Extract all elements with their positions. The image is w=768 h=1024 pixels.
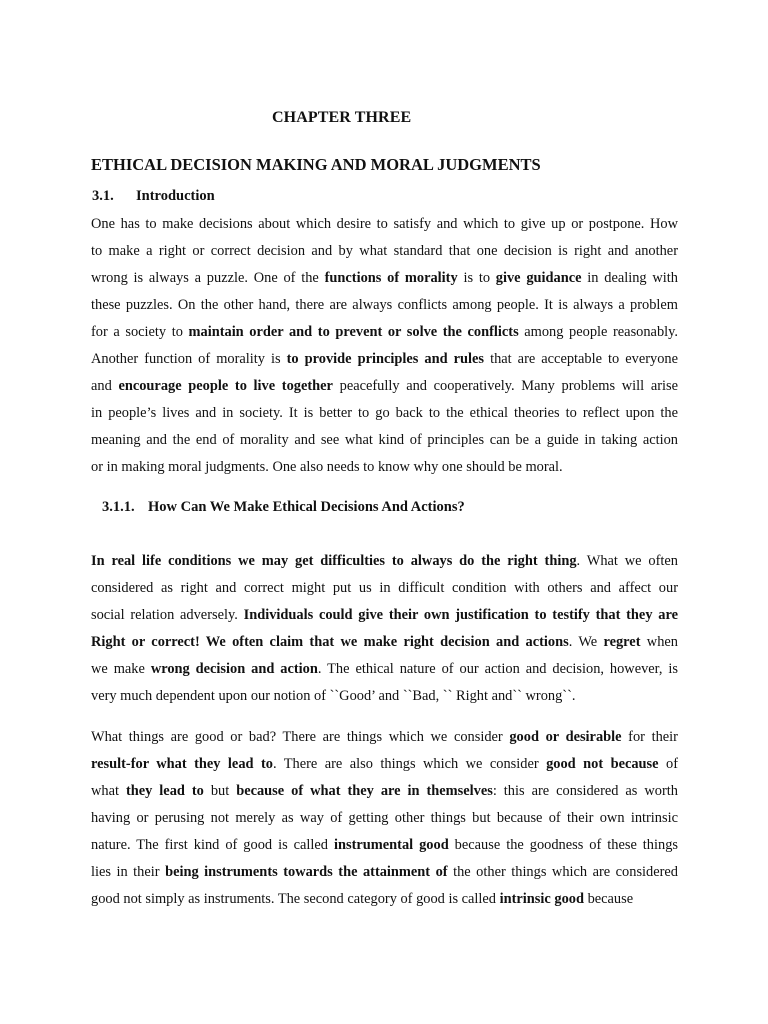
text-run: peacefully and cooperatively. Many problems will arise xyxy=(332,378,678,394)
text-run: because xyxy=(583,891,634,907)
text-run: because the goodness of these things xyxy=(448,837,678,853)
text-line xyxy=(91,683,678,710)
text-line xyxy=(91,548,678,575)
chapter-heading: CHAPTER THREE xyxy=(272,109,412,126)
bold-text: functions of morality xyxy=(324,270,458,286)
text-line xyxy=(91,656,678,683)
text-line xyxy=(91,778,678,805)
section-number: 3.1. xyxy=(92,188,114,204)
text-run: : this are considered as worth xyxy=(492,783,678,799)
text-run: these puzzles. On the other hand, there are always conflicts among people. It is always a problem xyxy=(91,297,678,313)
bold-text: good not because xyxy=(546,756,659,772)
text-line xyxy=(91,265,678,292)
text-line xyxy=(91,575,678,602)
text-run: when xyxy=(640,634,678,650)
text-run: among people reasonably. xyxy=(518,324,678,340)
text-line xyxy=(91,602,678,629)
section-heading-introduction xyxy=(92,188,215,205)
text-line xyxy=(91,211,678,238)
text-line xyxy=(91,319,678,346)
text-run: lies in their xyxy=(91,864,166,880)
text-line xyxy=(91,292,678,319)
bold-text: good or desirable xyxy=(509,729,622,745)
text-run: nature. The first kind of good is called xyxy=(91,837,334,853)
text-run: but xyxy=(203,783,237,799)
text-line xyxy=(91,886,678,913)
text-run: What things are good or bad? There are things which we consider xyxy=(91,729,510,745)
paragraph-real-life-conditions xyxy=(91,548,678,710)
text-run: having or perusing not merely as way of getting other things but because of their own intrinsic xyxy=(91,810,678,826)
bold-text: result-for what they lead to xyxy=(91,756,273,772)
text-run: is to xyxy=(457,270,496,286)
text-run: the other things which are considered xyxy=(447,864,678,880)
text-run: social relation adversely. xyxy=(91,607,244,623)
text-run: in people’s lives and in society. It is better to go back to the ethical theories to reflect upon the xyxy=(91,405,678,421)
bold-text: Individuals could give their own justification to testify that they are xyxy=(243,607,678,623)
text-run: for a society to xyxy=(91,324,189,340)
bold-text: intrinsic good xyxy=(499,891,584,907)
text-run: good not simply as instruments. The second category of good is called xyxy=(91,891,500,907)
text-line xyxy=(91,346,678,373)
text-line xyxy=(91,238,678,265)
bold-text: give guidance xyxy=(495,270,582,286)
section-title: How Can We Make Ethical Decisions And Actions? xyxy=(148,499,465,515)
text-line xyxy=(91,400,678,427)
bold-text: to provide principles and rules xyxy=(286,351,485,367)
section-title: Introduction xyxy=(136,188,215,204)
text-run: Another function of morality is xyxy=(91,351,287,367)
text-run: or in making moral judgments. One also needs to know why one should be moral. xyxy=(91,459,563,475)
bold-text: instrumental good xyxy=(333,837,449,853)
bold-text: maintain order and to prevent or solve the conflicts xyxy=(188,324,519,340)
bold-text: wrong decision and action xyxy=(150,661,318,677)
text-run: . We xyxy=(568,634,604,650)
text-line xyxy=(91,859,678,886)
bold-text: because of what they are in themselves xyxy=(236,783,493,799)
text-run: that are acceptable to everyone xyxy=(484,351,678,367)
bold-text: encourage people to live together xyxy=(118,378,333,394)
text-run: what xyxy=(91,783,126,799)
bold-text: regret xyxy=(603,634,641,650)
text-run: in dealing with xyxy=(581,270,678,286)
text-run: . There are also things which we consider xyxy=(272,756,547,772)
text-run: wrong is always a puzzle. One of the xyxy=(91,270,325,286)
text-run: . The ethical nature of our action and decision, however, is xyxy=(317,661,678,677)
text-run: to make a right or correct decision and by what standard that one decision is right and another xyxy=(91,243,678,259)
bold-text: Right or correct! We often claim that we make right decision and actions xyxy=(91,634,569,650)
text-run: we make xyxy=(91,661,151,677)
text-run: . What we often xyxy=(576,553,678,569)
text-line xyxy=(91,427,678,454)
text-run: and xyxy=(91,378,119,394)
text-line xyxy=(91,832,678,859)
text-line xyxy=(91,629,678,656)
section-number: 3.1.1. xyxy=(102,499,135,515)
bold-text: In real life conditions we may get difficulties to always do the right thing xyxy=(91,553,577,569)
paragraph-introduction xyxy=(91,211,678,481)
text-run: considered as right and correct might put us in difficult condition with others and affect our xyxy=(91,580,678,596)
text-run: One has to make decisions about which desire to satisfy and which to give up or postpone. How xyxy=(91,216,678,232)
text-run: of xyxy=(658,756,678,772)
text-line xyxy=(91,454,678,481)
section-heading-ethical-decisions xyxy=(102,499,465,516)
text-run: for their xyxy=(621,729,678,745)
text-run: meaning and the end of morality and see what kind of principles can be a guide in taking action xyxy=(91,432,678,448)
text-line xyxy=(91,805,678,832)
paragraph-good-or-bad xyxy=(91,724,678,913)
text-line xyxy=(91,751,678,778)
text-line xyxy=(91,373,678,400)
text-run: very much dependent upon our notion of ``Good’ and ``Bad, `` Right and`` wrong``. xyxy=(91,688,576,704)
bold-text: being instruments towards the attainment of xyxy=(165,864,448,880)
text-line xyxy=(91,724,678,751)
chapter-title: ETHICAL DECISION MAKING AND MORAL JUDGMENTS xyxy=(91,155,541,174)
bold-text: they lead to xyxy=(125,783,204,799)
